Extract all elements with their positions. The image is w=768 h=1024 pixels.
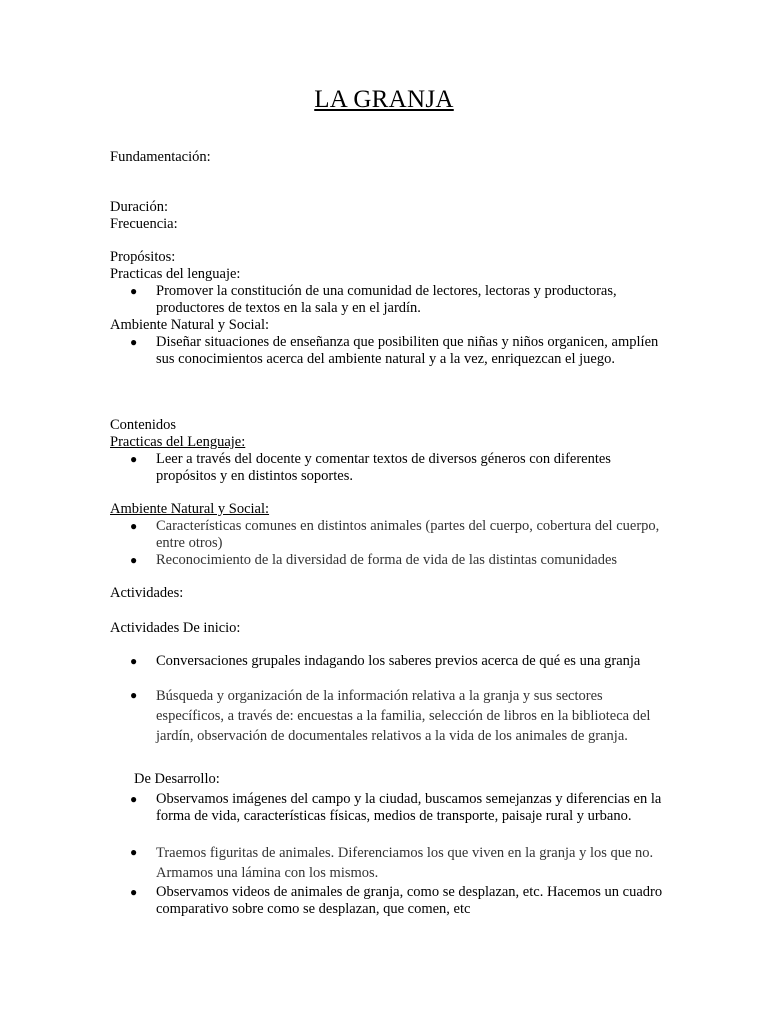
bullet-icon: ● [130,688,138,702]
contenidos-heading: Contenidos [110,417,177,433]
list-item: Promover la constitución de una comunidad de lectores, lectoras y productoras, productores de textos en la sala y en el jardín. [156,283,617,316]
list-item: Leer a través del docente y comentar textos de diversos géneros con diferentes propósitos y en distintos soportes. [156,451,611,484]
list-item: Búsqueda y organización de la información relativa a la granja y sus sectores específicos, a través de: encuestas a la familia, selección de libros en la biblioteca del jardín, observación de documentales relativos a la vida de los animales de granja. [156,688,651,744]
list-item: Conversaciones grupales indagando los saberes previos acerca de qué es una granja [156,653,641,669]
bullet-icon: ● [130,845,138,859]
bullet-icon: ● [130,335,138,349]
propositos-section-lenguaje: Practicas del lenguaje: [110,266,241,282]
bullet-icon: ● [130,654,138,668]
frecuencia-label: Frecuencia: [110,216,178,232]
actividades-inicio-label: Actividades De inicio: [110,620,241,636]
actividades-desarrollo-label: De Desarrollo: [134,771,220,787]
bullet-icon: ● [130,284,138,298]
fundamentacion-label: Fundamentación: [110,149,211,165]
propositos-heading: Propósitos: [110,249,176,265]
list-item: Observamos imágenes del campo y la ciudad, buscamos semejanzas y diferencias en la forma de vida, características físicas, medios de transporte, paisaje rural y urbano. [156,791,662,824]
bullet-icon: ● [130,885,138,899]
list-item: Características comunes en distintos animales (partes del cuerpo, cobertura del cuerpo, entre otros) [156,518,660,551]
list-item: Traemos figuritas de animales. Diferenciamos los que viven en la granja y los que no. Armamos una lámina con los mismos. [156,845,654,881]
list-item: Diseñar situaciones de enseñanza que posibiliten que niñas y niños organicen, amplíen sus conocimientos acerca del ambiente natural y a la vez, enriquezcan el juego. [156,334,659,367]
actividades-heading: Actividades: [110,585,184,601]
contenidos-section-lenguaje: Practicas del Lenguaje: [110,434,246,450]
document-title: LA GRANJA [314,86,454,113]
bullet-icon: ● [130,519,138,533]
duracion-label: Duración: [110,199,168,215]
propositos-section-ambiente: Ambiente Natural y Social: [110,317,270,333]
list-item: Observamos videos de animales de granja, como se desplazan, etc. Hacemos un cuadro comparativo sobre como se desplazan, que comen, etc [156,884,663,917]
bullet-icon: ● [130,792,138,806]
list-item: Reconocimiento de la diversidad de forma de vida de las distintas comunidades [156,552,618,568]
bullet-icon: ● [130,452,138,466]
bullet-icon: ● [130,553,138,567]
contenidos-section-ambiente: Ambiente Natural y Social: [110,501,270,517]
